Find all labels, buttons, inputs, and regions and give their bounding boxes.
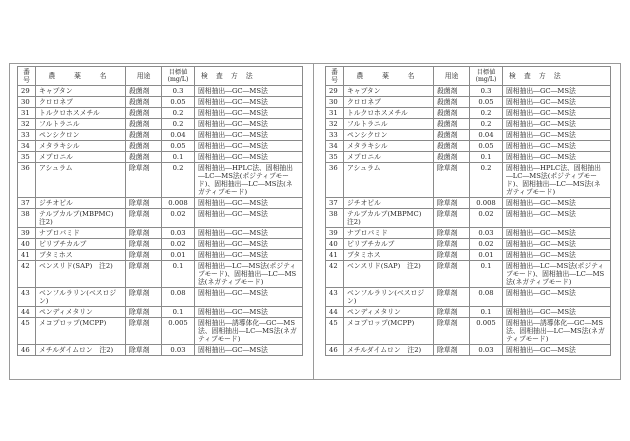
- table-row: [326, 250, 611, 261]
- cell-use: 除草剤: [434, 318, 470, 345]
- cell-test-method: 固相抽出―GC―MS法: [195, 108, 303, 119]
- cell-no: 39: [18, 228, 36, 239]
- cell-no: 42: [326, 261, 344, 288]
- cell-test-method: 固相抽出―GC―MS法: [195, 119, 303, 130]
- cell-no: 32: [18, 119, 36, 130]
- cell-no: 42: [18, 261, 36, 288]
- cell-no: 30: [326, 97, 344, 108]
- cell-test-method: 固相抽出―GC―MS法: [503, 307, 611, 318]
- cell-no: 40: [18, 239, 36, 250]
- cell-no: 39: [326, 228, 344, 239]
- cell-no: 31: [326, 108, 344, 119]
- table-row: [18, 141, 303, 152]
- cell-use: 除草剤: [126, 163, 162, 198]
- cell-no: 35: [326, 152, 344, 163]
- cell-target-value: 0.1: [470, 307, 503, 318]
- cell-pesticide-name: ジチオピル: [344, 198, 434, 209]
- cell-test-method: 固相抽出―LC―MS法(ポジティブモード)、固相抽出―LC―MS法(ネガティブモード): [503, 261, 611, 288]
- cell-use: 除草剤: [126, 345, 162, 356]
- cell-target-value: 0.005: [470, 318, 503, 345]
- header-name: 農 薬 名: [344, 67, 434, 86]
- cell-test-method: 固相抽出―GC―MS法: [503, 345, 611, 356]
- cell-use: 除草剤: [434, 250, 470, 261]
- cell-pesticide-name: ペンディメタリン: [36, 307, 126, 318]
- table-row: [326, 228, 611, 239]
- cell-use: 殺菌剤: [434, 152, 470, 163]
- cell-pesticide-name: ピリブチカルブ: [36, 239, 126, 250]
- cell-no: 36: [18, 163, 36, 198]
- cell-test-method: 固相抽出―GC―MS法: [195, 239, 303, 250]
- header-target-label: 目標値: [168, 69, 188, 76]
- cell-target-value: 0.2: [470, 163, 503, 198]
- cell-no: 36: [326, 163, 344, 198]
- cell-pesticide-name: メチルダイムロン 注2): [36, 345, 126, 356]
- table-row: [18, 345, 303, 356]
- cell-target-value: 0.2: [470, 108, 503, 119]
- cell-no: 29: [326, 86, 344, 97]
- cell-use: 殺菌剤: [434, 130, 470, 141]
- table-row: [326, 130, 611, 141]
- cell-target-value: 0.01: [470, 250, 503, 261]
- cell-pesticide-name: メコプロップ(MCPP): [36, 318, 126, 345]
- cell-test-method: 固相抽出―GC―MS法: [503, 209, 611, 228]
- table-row: [18, 108, 303, 119]
- cell-test-method: 固相抽出―GC―MS法: [195, 250, 303, 261]
- table-row: [18, 209, 303, 228]
- cell-test-method: 固相抽出―HPLC法、固相抽出―LC―MS法(ポジティブモード)、固相抽出―LC―MS法(ネガティブモード): [195, 163, 303, 198]
- cell-target-value: 0.02: [162, 239, 195, 250]
- cell-test-method: 固相抽出―GC―MS法: [195, 209, 303, 228]
- header-method: 検 査 方 法: [195, 67, 303, 86]
- cell-no: 34: [18, 141, 36, 152]
- cell-no: 43: [18, 288, 36, 307]
- cell-use: 除草剤: [126, 239, 162, 250]
- table-row: [326, 163, 611, 198]
- table-row: [326, 141, 611, 152]
- page-divider: [313, 63, 314, 380]
- cell-test-method: 固相抽出―GC―MS法: [503, 250, 611, 261]
- cell-pesticide-name: ピリブチカルブ: [344, 239, 434, 250]
- cell-no: 46: [326, 345, 344, 356]
- cell-pesticide-name: クロロネブ: [36, 97, 126, 108]
- table-row: [326, 307, 611, 318]
- table-row: [326, 152, 611, 163]
- cell-test-method: 固相抽出―GC―MS法: [195, 130, 303, 141]
- cell-test-method: 固相抽出―GC―MS法: [195, 97, 303, 108]
- cell-use: 除草剤: [126, 318, 162, 345]
- pesticide-table-left: [17, 66, 303, 356]
- cell-pesticide-name: テルブカルブ(MBPMC) 注2): [36, 209, 126, 228]
- table-row: [326, 97, 611, 108]
- header-target-unit: (mg/L): [475, 76, 497, 83]
- cell-test-method: 固相抽出―GC―MS法: [503, 288, 611, 307]
- cell-target-value: 0.3: [470, 86, 503, 97]
- cell-test-method: 固相抽出―GC―MS法: [503, 108, 611, 119]
- table-row: [18, 261, 303, 288]
- cell-target-value: 0.1: [162, 307, 195, 318]
- cell-use: 殺菌剤: [434, 97, 470, 108]
- cell-target-value: 0.03: [162, 228, 195, 239]
- cell-pesticide-name: ペンシクロン: [36, 130, 126, 141]
- cell-pesticide-name: ペンシクロン: [344, 130, 434, 141]
- table-row: [18, 239, 303, 250]
- cell-target-value: 0.1: [470, 152, 503, 163]
- cell-use: 殺菌剤: [126, 86, 162, 97]
- cell-no: 41: [326, 250, 344, 261]
- table-row: [326, 108, 611, 119]
- cell-pesticide-name: メタラキシル: [36, 141, 126, 152]
- cell-use: 除草剤: [126, 198, 162, 209]
- cell-pesticide-name: メプロニル: [36, 152, 126, 163]
- cell-target-value: 0.05: [162, 141, 195, 152]
- cell-no: 29: [18, 86, 36, 97]
- cell-pesticide-name: メタラキシル: [344, 141, 434, 152]
- table-row: [18, 97, 303, 108]
- cell-pesticide-name: テルブカルブ(MBPMC) 注2): [344, 209, 434, 228]
- header-name: 農 薬 名: [36, 67, 126, 86]
- cell-no: 33: [18, 130, 36, 141]
- header-target-unit: (mg/L): [167, 76, 189, 83]
- table-row: [326, 318, 611, 345]
- cell-target-value: 0.3: [162, 86, 195, 97]
- cell-target-value: 0.03: [470, 228, 503, 239]
- cell-target-value: 0.05: [470, 141, 503, 152]
- cell-use: 除草剤: [126, 209, 162, 228]
- cell-no: 33: [326, 130, 344, 141]
- cell-pesticide-name: ナプロパミド: [344, 228, 434, 239]
- table-row: [326, 261, 611, 288]
- table-row: [18, 228, 303, 239]
- cell-target-value: 0.1: [162, 152, 195, 163]
- cell-pesticide-name: メプロニル: [344, 152, 434, 163]
- cell-pesticide-name: アシュラム: [36, 163, 126, 198]
- cell-use: 除草剤: [434, 261, 470, 288]
- table-row: [326, 198, 611, 209]
- cell-pesticide-name: ベンスリド(SAP) 注2): [344, 261, 434, 288]
- cell-use: 殺菌剤: [126, 97, 162, 108]
- cell-target-value: 0.008: [162, 198, 195, 209]
- cell-no: 46: [18, 345, 36, 356]
- header-use: 用途: [434, 67, 470, 86]
- table-row: [18, 130, 303, 141]
- cell-pesticide-name: キャプタン: [344, 86, 434, 97]
- cell-no: 40: [326, 239, 344, 250]
- cell-target-value: 0.02: [470, 209, 503, 228]
- cell-pesticide-name: アシュラム: [344, 163, 434, 198]
- cell-pesticide-name: ペンディメタリン: [344, 307, 434, 318]
- cell-test-method: 固相抽出―GC―MS法: [195, 86, 303, 97]
- cell-use: 除草剤: [434, 209, 470, 228]
- header-no: 番号: [18, 67, 36, 86]
- cell-use: 除草剤: [434, 198, 470, 209]
- cell-use: 除草剤: [126, 228, 162, 239]
- table-row: [18, 198, 303, 209]
- cell-no: 43: [326, 288, 344, 307]
- cell-pesticide-name: ジチオピル: [36, 198, 126, 209]
- cell-test-method: 固相抽出―GC―MS法: [503, 141, 611, 152]
- cell-target-value: 0.008: [470, 198, 503, 209]
- cell-pesticide-name: メコプロップ(MCPP): [344, 318, 434, 345]
- cell-use: 除草剤: [434, 228, 470, 239]
- cell-test-method: 固相抽出―GC―MS法: [195, 288, 303, 307]
- cell-test-method: 固相抽出―GC―MS法: [195, 228, 303, 239]
- cell-target-value: 0.2: [470, 119, 503, 130]
- cell-use: 殺菌剤: [434, 119, 470, 130]
- cell-no: 32: [326, 119, 344, 130]
- cell-no: 38: [18, 209, 36, 228]
- cell-test-method: 固相抽出―LC―MS法(ポジティブモード)、固相抽出―LC―MS法(ネガティブモード): [195, 261, 303, 288]
- table-row: [18, 288, 303, 307]
- cell-target-value: 0.1: [162, 261, 195, 288]
- cell-pesticide-name: メチルダイムロン 注2): [344, 345, 434, 356]
- table-header-row: [326, 67, 611, 86]
- cell-test-method: 固相抽出―誘導体化―GC―MS法、固相抽出―LC―MS法(ネガティブモード): [195, 318, 303, 345]
- table-row: [326, 288, 611, 307]
- table-row: [326, 119, 611, 130]
- cell-no: 31: [18, 108, 36, 119]
- cell-target-value: 0.02: [162, 209, 195, 228]
- table-row: [18, 318, 303, 345]
- cell-use: 除草剤: [434, 345, 470, 356]
- cell-use: 除草剤: [126, 288, 162, 307]
- cell-use: 殺菌剤: [126, 152, 162, 163]
- cell-pesticide-name: キャプタン: [36, 86, 126, 97]
- cell-test-method: 固相抽出―GC―MS法: [503, 239, 611, 250]
- cell-use: 除草剤: [434, 163, 470, 198]
- cell-no: 38: [326, 209, 344, 228]
- cell-test-method: 固相抽出―HPLC法、固相抽出―LC―MS法(ポジティブモード)、固相抽出―LC―MS法(ネガティブモード): [503, 163, 611, 198]
- cell-test-method: 固相抽出―GC―MS法: [503, 198, 611, 209]
- cell-test-method: 固相抽出―GC―MS法: [503, 228, 611, 239]
- cell-target-value: 0.03: [470, 345, 503, 356]
- cell-no: 44: [326, 307, 344, 318]
- cell-no: 37: [326, 198, 344, 209]
- header-target: [470, 67, 503, 86]
- table-row: [326, 86, 611, 97]
- cell-pesticide-name: ベンフルラリン(ベスロジン): [344, 288, 434, 307]
- cell-no: 41: [18, 250, 36, 261]
- header-method: 検 査 方 法: [503, 67, 611, 86]
- cell-pesticide-name: クロロネブ: [344, 97, 434, 108]
- cell-test-method: 固相抽出―GC―MS法: [195, 198, 303, 209]
- cell-target-value: 0.08: [162, 288, 195, 307]
- cell-no: 44: [18, 307, 36, 318]
- cell-pesticide-name: フルトラニル: [344, 119, 434, 130]
- cell-pesticide-name: ベンスリド(SAP) 注2): [36, 261, 126, 288]
- header-no: 番号: [326, 67, 344, 86]
- header-target-label: 目標値: [476, 69, 496, 76]
- table-row: [326, 209, 611, 228]
- cell-use: 除草剤: [434, 307, 470, 318]
- cell-pesticide-name: ブタミホス: [344, 250, 434, 261]
- cell-target-value: 0.1: [470, 261, 503, 288]
- cell-target-value: 0.04: [470, 130, 503, 141]
- cell-no: 34: [326, 141, 344, 152]
- table-row: [326, 345, 611, 356]
- table-row: [18, 250, 303, 261]
- cell-pesticide-name: ベンフルラリン(ベスロジン): [36, 288, 126, 307]
- cell-test-method: 固相抽出―誘導体化―GC―MS法、固相抽出―LC―MS法(ネガティブモード): [503, 318, 611, 345]
- cell-target-value: 0.05: [162, 97, 195, 108]
- cell-target-value: 0.2: [162, 119, 195, 130]
- cell-use: 殺菌剤: [434, 141, 470, 152]
- header-target: [162, 67, 195, 86]
- cell-pesticide-name: ブタミホス: [36, 250, 126, 261]
- cell-no: 45: [18, 318, 36, 345]
- cell-target-value: 0.08: [470, 288, 503, 307]
- pesticide-table-right: [325, 66, 611, 356]
- cell-use: 除草剤: [126, 307, 162, 318]
- cell-test-method: 固相抽出―GC―MS法: [503, 119, 611, 130]
- cell-target-value: 0.02: [470, 239, 503, 250]
- cell-target-value: 0.04: [162, 130, 195, 141]
- cell-no: 37: [18, 198, 36, 209]
- cell-test-method: 固相抽出―GC―MS法: [195, 141, 303, 152]
- table-row: [18, 86, 303, 97]
- cell-target-value: 0.05: [470, 97, 503, 108]
- table-row: [18, 119, 303, 130]
- cell-test-method: 固相抽出―GC―MS法: [195, 345, 303, 356]
- cell-use: 殺菌剤: [434, 108, 470, 119]
- cell-no: 30: [18, 97, 36, 108]
- cell-target-value: 0.01: [162, 250, 195, 261]
- cell-test-method: 固相抽出―GC―MS法: [195, 152, 303, 163]
- cell-use: 殺菌剤: [126, 141, 162, 152]
- cell-use: 除草剤: [434, 288, 470, 307]
- cell-target-value: 0.005: [162, 318, 195, 345]
- table-row: [326, 239, 611, 250]
- cell-use: 除草剤: [434, 239, 470, 250]
- cell-test-method: 固相抽出―GC―MS法: [195, 307, 303, 318]
- cell-use: 除草剤: [126, 250, 162, 261]
- table-row: [18, 163, 303, 198]
- cell-no: 35: [18, 152, 36, 163]
- cell-test-method: 固相抽出―GC―MS法: [503, 97, 611, 108]
- cell-pesticide-name: トルクロホスメチル: [344, 108, 434, 119]
- cell-target-value: 0.03: [162, 345, 195, 356]
- table-row: [18, 152, 303, 163]
- cell-use: 殺菌剤: [126, 130, 162, 141]
- cell-use: 殺菌剤: [434, 86, 470, 97]
- table-header-row: [18, 67, 303, 86]
- cell-use: 除草剤: [126, 261, 162, 288]
- cell-pesticide-name: フルトラニル: [36, 119, 126, 130]
- cell-test-method: 固相抽出―GC―MS法: [503, 152, 611, 163]
- cell-pesticide-name: トルクロホスメチル: [36, 108, 126, 119]
- cell-target-value: 0.2: [162, 163, 195, 198]
- cell-pesticide-name: ナプロパミド: [36, 228, 126, 239]
- table-row: [18, 307, 303, 318]
- cell-target-value: 0.2: [162, 108, 195, 119]
- cell-use: 殺菌剤: [126, 119, 162, 130]
- cell-no: 45: [326, 318, 344, 345]
- cell-test-method: 固相抽出―GC―MS法: [503, 86, 611, 97]
- cell-use: 殺菌剤: [126, 108, 162, 119]
- cell-test-method: 固相抽出―GC―MS法: [503, 130, 611, 141]
- header-use: 用途: [126, 67, 162, 86]
